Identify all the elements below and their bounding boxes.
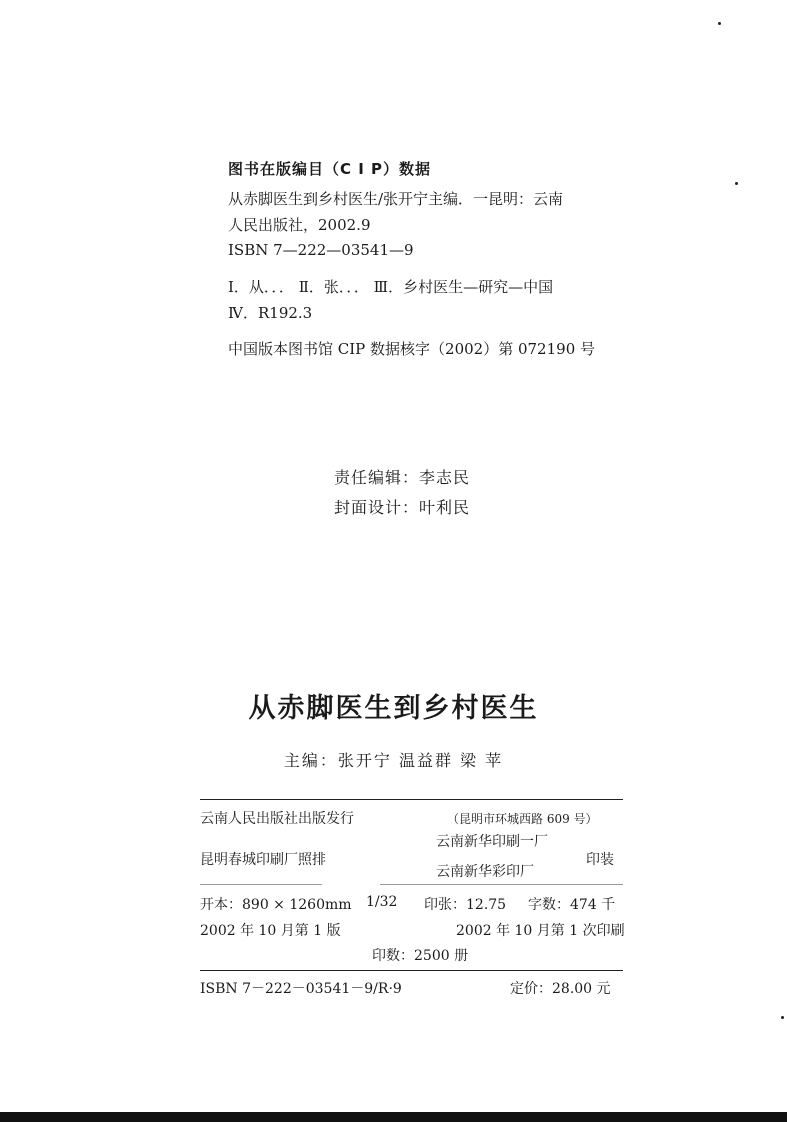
printing: 2002 年 10 月第 1 次印刷 xyxy=(456,923,625,939)
cip-classification: Ⅰ．从．．． Ⅱ．张．．． Ⅲ．乡村医生—研究—中国 xyxy=(228,278,554,296)
colophon-bottom-rule xyxy=(200,970,623,971)
scan-speck xyxy=(735,182,738,185)
book-editors: 主编：张开宁 温益群 梁 苹 xyxy=(283,751,504,770)
edition: 2002 年 10 月第 1 版 xyxy=(200,923,341,939)
cip-classification-2: Ⅳ．R192.3 xyxy=(228,304,313,322)
isbn-full: ISBN 7－222－03541－9/R·9 xyxy=(200,981,402,997)
cip-line-1: 从赤脚医生到乡村医生/张开宁主编．一昆明：云南 xyxy=(228,190,564,208)
printer-2: 云南新华彩印厂 xyxy=(436,864,534,880)
printer-1: 云南新华印刷一厂 xyxy=(436,834,548,850)
colophon-top-rule xyxy=(200,799,623,800)
scan-speck xyxy=(718,22,721,25)
cip-line-2: 人民出版社，2002.9 xyxy=(228,216,371,234)
typesetting: 昆明春城印刷厂照排 xyxy=(200,852,326,868)
format: 开本：890 × 1260mm xyxy=(200,897,352,913)
publisher-address: （昆明市环城西路 609 号） xyxy=(447,812,598,826)
book-title: 从赤脚医生到乡村医生 xyxy=(248,693,539,724)
print-run: 印数：2500 册 xyxy=(372,948,469,964)
word-count: 字数：474 千 xyxy=(528,897,616,913)
print-binding: 印装 xyxy=(586,852,614,868)
printed-sheets: 印张：12.75 xyxy=(424,897,507,913)
cip-record: 中国版本图书馆 CIP 数据核字（2002）第 072190 号 xyxy=(228,340,596,358)
colophon-mid-rule-right xyxy=(380,884,623,885)
scan-edge-band xyxy=(0,1112,787,1122)
price: 定价：28.00 元 xyxy=(510,981,611,997)
cover-designer: 封面设计：叶利民 xyxy=(334,498,471,517)
cip-isbn: ISBN 7—222—03541—9 xyxy=(228,241,414,259)
responsible-editor: 责任编辑：李志民 xyxy=(334,468,471,487)
publisher: 云南人民出版社出版发行 xyxy=(200,811,354,827)
scan-speck xyxy=(781,1016,784,1019)
cip-heading: 图书在版编目（C I P）数据 xyxy=(228,160,432,178)
format-fraction: 1/32 xyxy=(366,894,398,910)
colophon-mid-rule-left xyxy=(200,884,322,885)
